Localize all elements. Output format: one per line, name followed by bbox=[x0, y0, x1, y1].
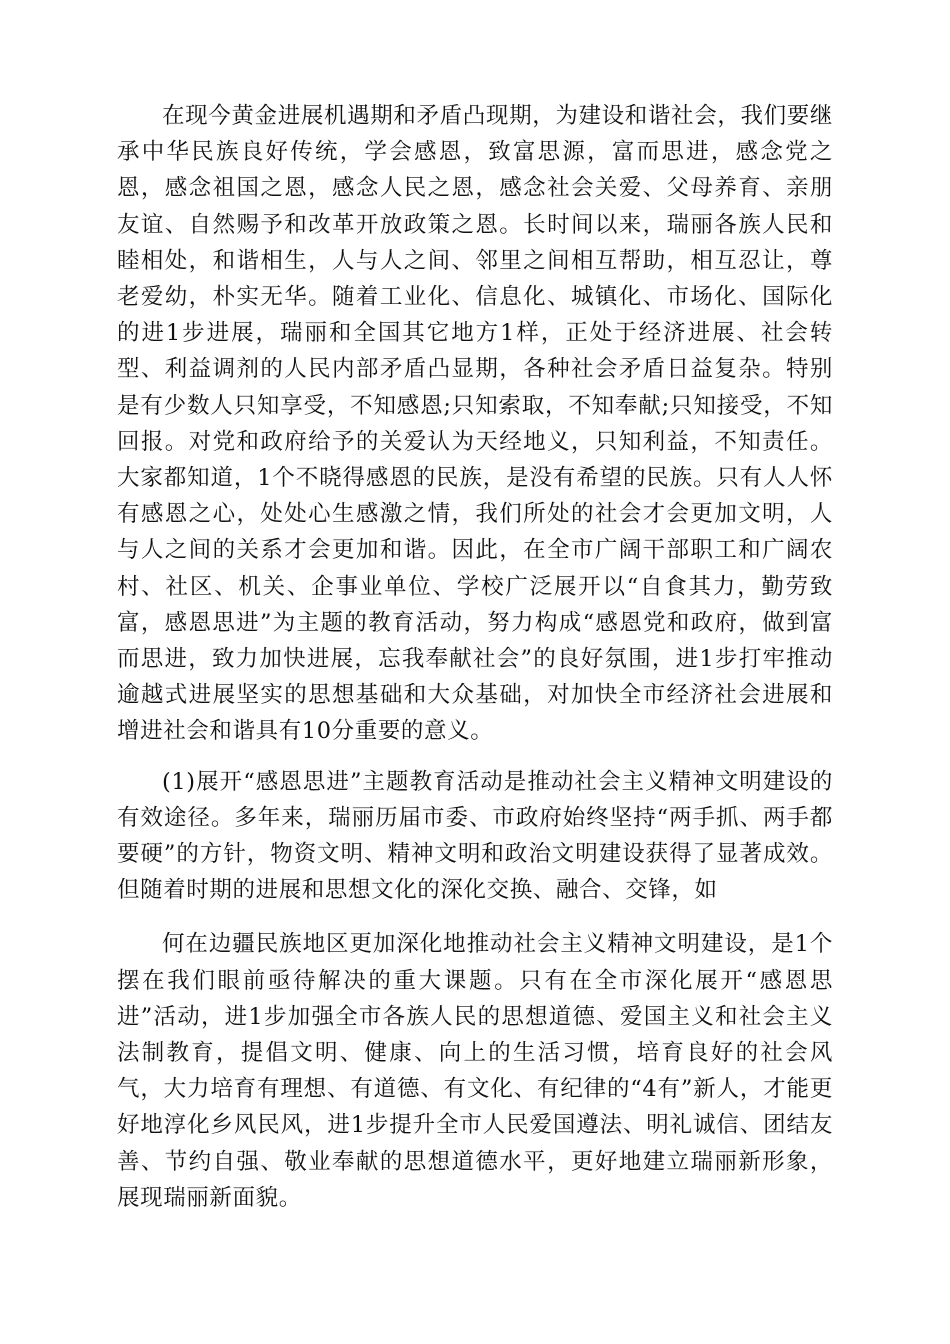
paragraph-section-1: (1)展开“感恩思进”主题教育活动是推动社会主义精神文明建设的有效途径。多年来，瑞丽历届市委、市政府始终坚持“两手抓、两手都要硬”的方针，物资文明、精神文明和政治文明建设获得了显著成效。但随着时期的进展和思想文化的深化交换、融合、交锋，如 bbox=[117, 768, 833, 904]
document-page bbox=[117, 98, 833, 1216]
paragraph-continuation: 何在边疆民族地区更加深化地推动社会主义精神文明建设，是1个摆在我们眼前亟待解决的重大课题。只有在全市深化展开“感恩思进”活动，进1步加强全市各族人民的思想道德、爱国主义和社会主义法制教育，提倡文明、健康、向上的生活习惯，培育良好的社会风气，大力培育有理想、有道德、有文化、有纪律的“4有”新人，才能更好地淳化乡风民风，进1步提升全市人民爱国遵法、明礼诚信、团结友善、节约自强、敬业奉献的思想道德水平，更好地建立瑞丽新形象，展现瑞丽新面貌。 bbox=[117, 931, 833, 1211]
paragraph-intro: 在现今黄金进展机遇期和矛盾凸现期，为建设和谐社会，我们要继承中华民族良好传统，学会感恩，致富思源，富而思进，感念党之恩，感念祖国之恩，感念人民之恩，感念社会关爱、父母养育、亲朋友谊、自然赐予和改革开放政策之恩。长时间以来，瑞丽各族人民和睦相处，和谐相生，人与人之间、邻里之间相互帮助，相互忍让，尊老爱幼，朴实无华。随着工业化、信息化、城镇化、市场化、国际化的进1步进展，瑞丽和全国其它地方1样，正处于经济进展、社会转型、利益调剂的人民内部矛盾凸显期，各种社会矛盾日益复杂。特别是有少数人只知享受，不知感恩;只知索取，不知奉献;只知接受，不知回报。对党和政府给予的关爱认为天经地义，只知利益，不知责任。大家都知道，1个不晓得感恩的民族，是没有希望的民族。只有人人怀有感恩之心，处处心生感激之情，我们所处的社会才会更加文明，人与人之间的关系才会更加和谐。因此，在全市广阔干部职工和广阔农村、社区、机关、企事业单位、学校广泛展开以“自食其力，勤劳致富，感恩思进”为主题的教育活动，努力构成“感恩党和政府，做到富而思进，致力加快进展，忘我奉献社会”的良好氛围，进1步打牢推动逾越式进展坚实的思想基础和大众基础，对加快全市经济社会进展和增进社会和谐具有10分重要的意义。 bbox=[117, 103, 833, 745]
